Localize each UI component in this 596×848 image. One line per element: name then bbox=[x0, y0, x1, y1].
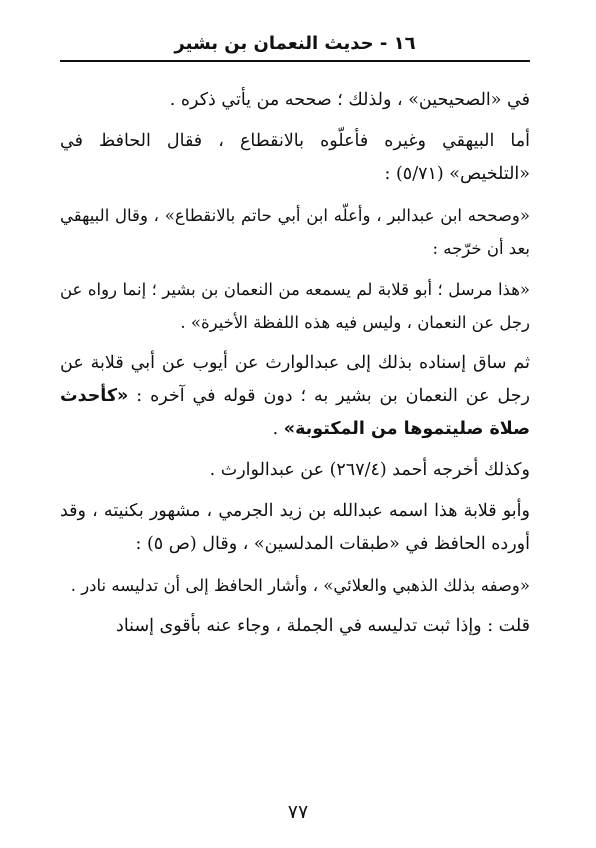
paragraph: في «الصحيحين» ، ولذلك ؛ صححه من يأتي ذكره . bbox=[169, 90, 530, 110]
header-rule bbox=[60, 60, 530, 62]
page-number: ٧٧ bbox=[287, 801, 309, 823]
paragraph: قلت : وإذا ثبت تدليسه في الجملة ، وجاء عنه بأقوى إسناد bbox=[116, 616, 530, 636]
paragraph: أما البيهقي وغيره فأعلّوه بالانقطاع ، فقال الحافظ في «التلخيص» (٥/٧١) : bbox=[60, 131, 530, 184]
paragraph-text: ثم ساق إسناده بذلك إلى عبدالوارث عن أيوب عن أبي قلابة عن رجل عن النعمان بن بشير به ؛ دون قوله في آخره : bbox=[60, 353, 530, 406]
paragraph: وأبو قلابة هذا اسمه عبدالله بن زيد الجرمي ، مشهور بكنيته ، وقد أورده الحافظ في «طبقات المدلسين» ، وقال (ص ٥) : bbox=[60, 501, 530, 554]
paragraph: وكذلك أخرجه أحمد (٢٦٧/٤) عن عبدالوارث . bbox=[209, 460, 530, 480]
quote-paragraph: «وصححه ابن عبدالبر ، وأعلّه ابن أبي حاتم بالانقطاع» ، وقال البيهقي بعد أن خرّجه : bbox=[60, 206, 530, 258]
paragraph-text: . bbox=[272, 419, 284, 439]
quote-paragraph: «هذا مرسل ؛ أبو قلابة لم يسمعه من النعمان بن بشير ؛ إنما رواه عن رجل عن النعمان ، وليس فيه هذه اللفظة الأخيرة» . bbox=[60, 280, 530, 332]
quote-paragraph: «وصفه بذلك الذهبي والعلائي» ، وأشار الحافظ إلى أن تدليسه نادر . bbox=[70, 576, 530, 595]
bold-quote: «كأحدث صلاة صليتموها من المكتوبة» bbox=[60, 386, 530, 439]
running-header: ١٦ - حديث النعمان بن بشير bbox=[174, 33, 416, 54]
paragraph bbox=[60, 347, 530, 446]
body-text bbox=[60, 84, 530, 651]
